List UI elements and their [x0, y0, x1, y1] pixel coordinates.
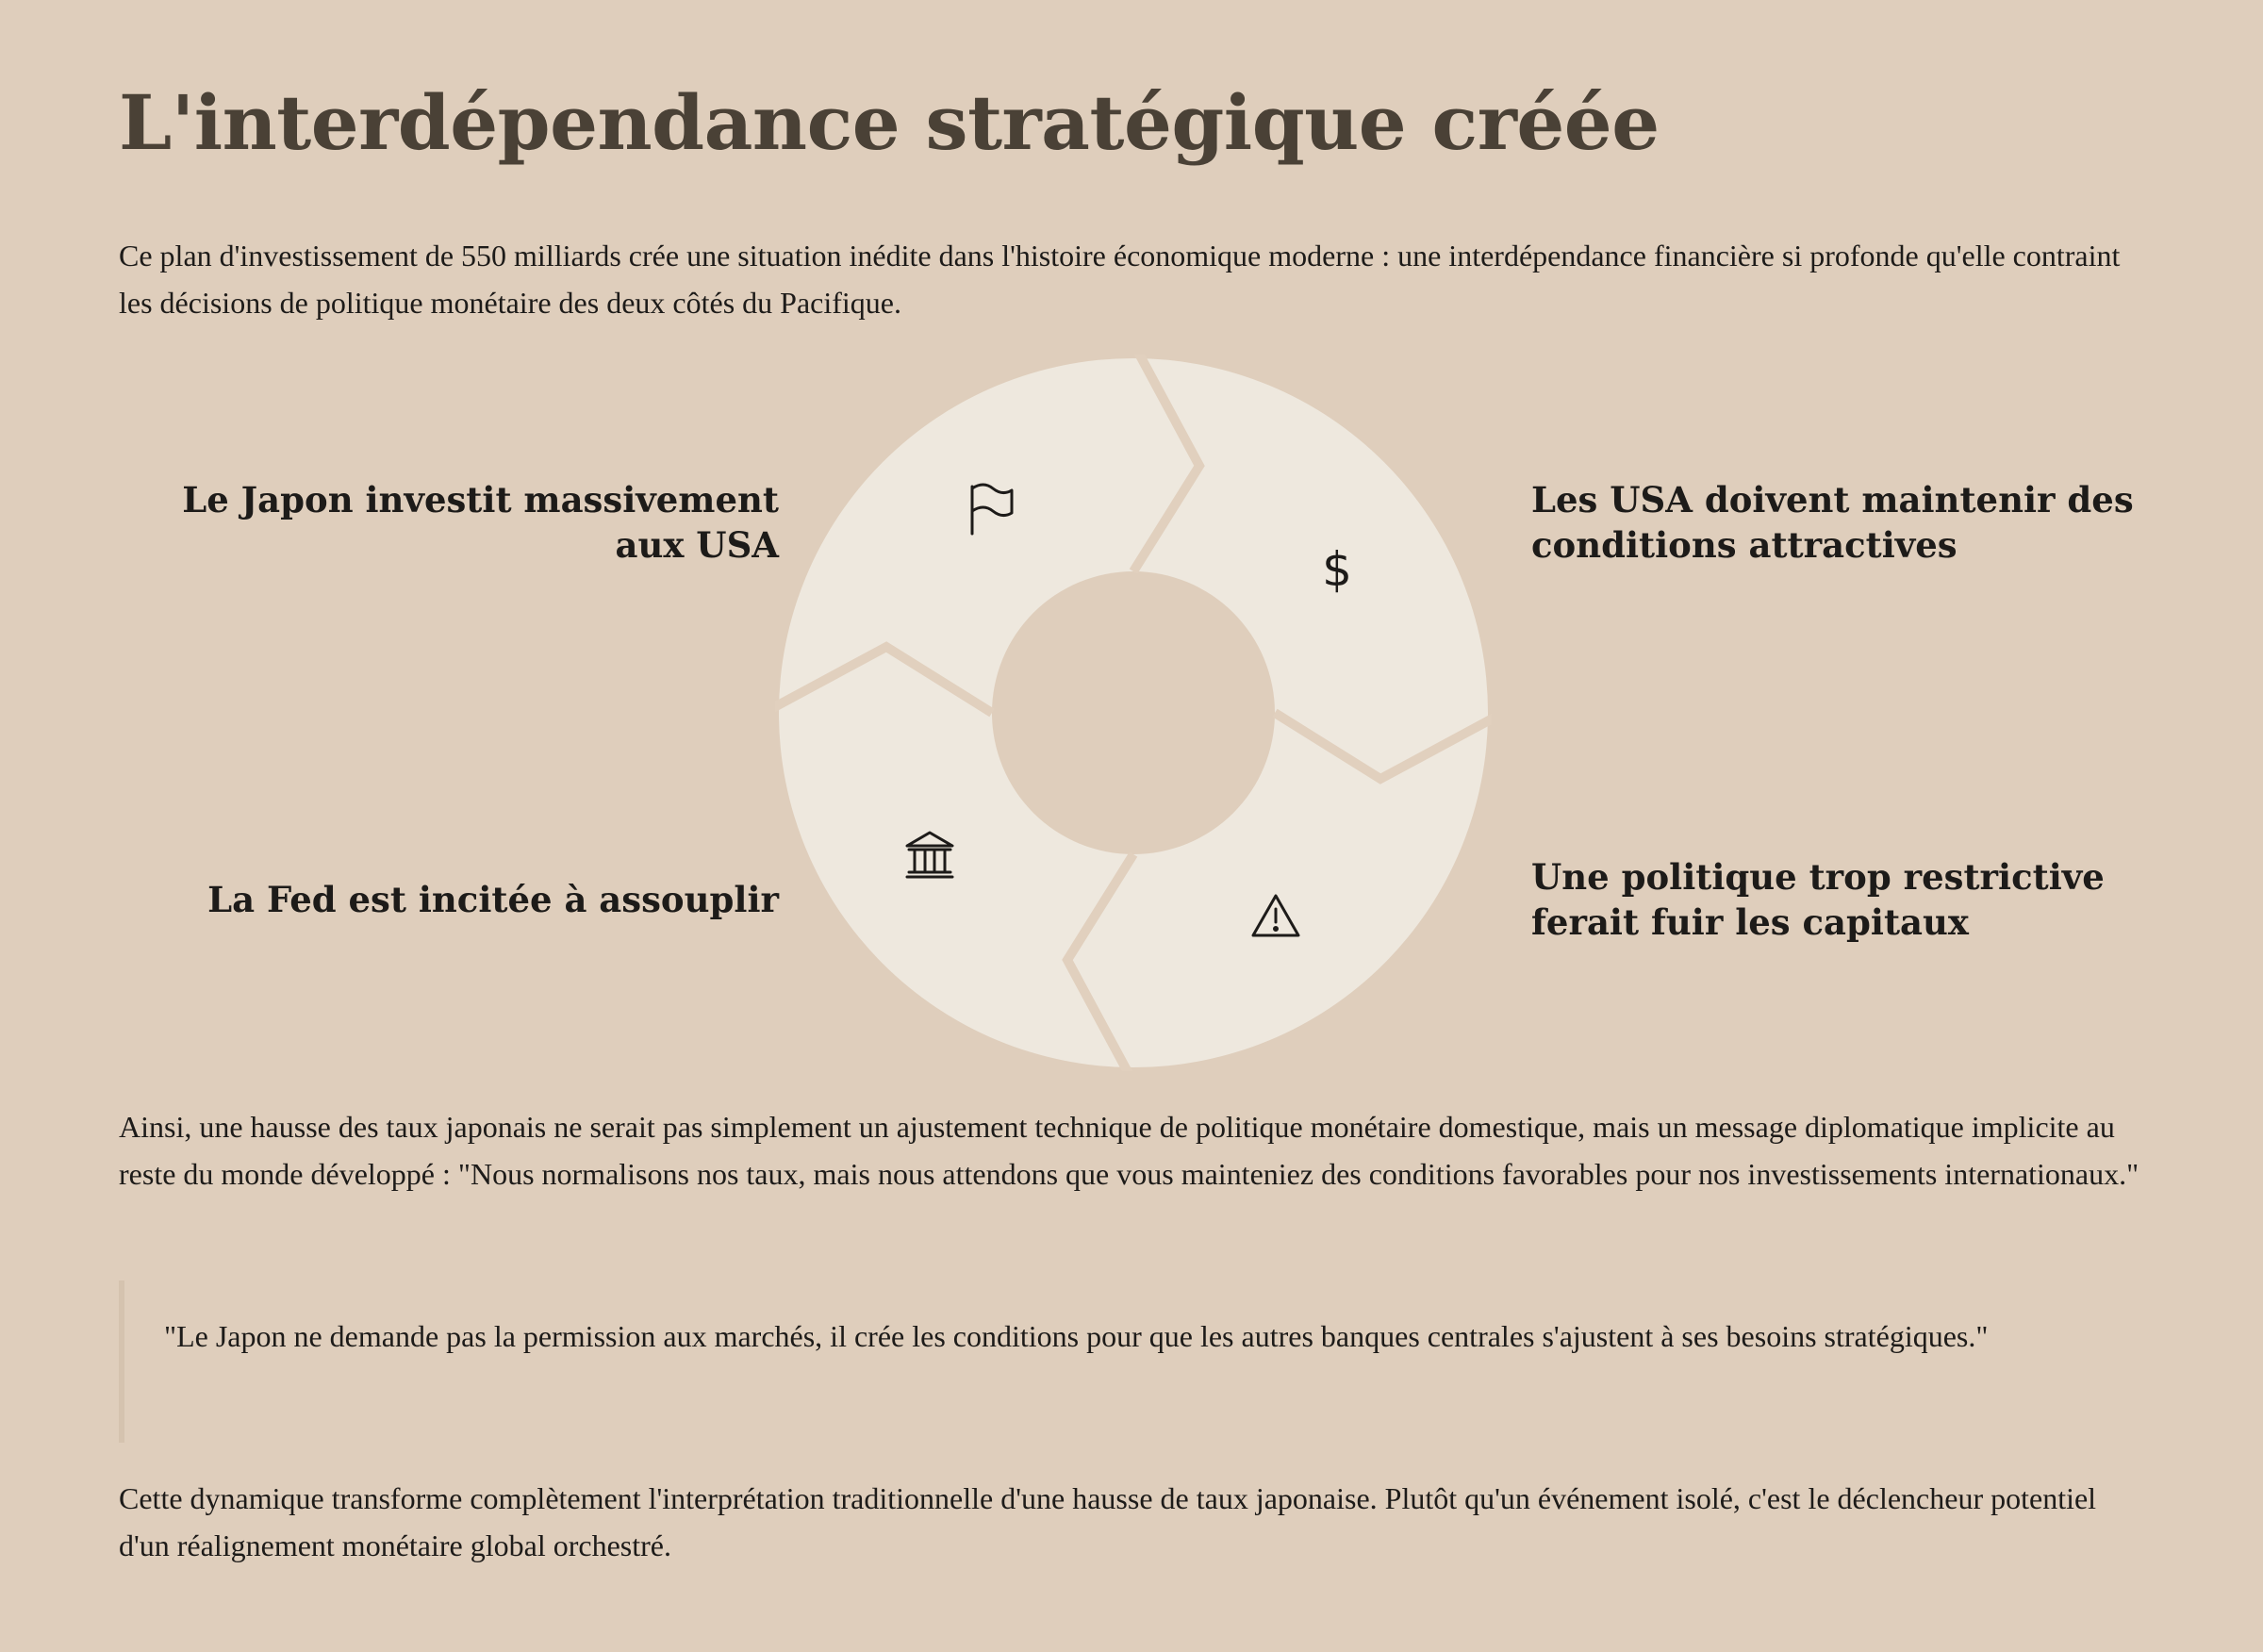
intro-paragraph: Ce plan d'investissement de 550 milliards crée une situation inédite dans l'histoire économique moderne : une interdépendance financière si profonde qu'elle contraint les décisions de politique monétaire des deux côtés du Pacifique.	[119, 239, 2121, 320]
cycle-step-label-usa-attractive: Les USA doivent maintenir des conditions attractives	[1531, 479, 2134, 566]
explanation-paragraph: Ainsi, une hausse des taux japonais ne serait pas simplement un ajustement technique de politique monétaire domestique, mais un message diplomatique implicite au reste du monde développé : "Nous normalisons nos taux, mais nous attendons que vous mainteniez des conditions favorables pour nos investissements internationaux."	[119, 1110, 2139, 1191]
cycle-ring	[775, 355, 1492, 1071]
cycle-step-label-fed-eases: La Fed est incitée à assouplir	[207, 879, 779, 920]
cycle-step-label-capital-flight: Une politique trop restrictive ferait fuir les capitaux	[1531, 856, 2105, 943]
cycle-ring-center	[992, 571, 1275, 854]
blockquote	[119, 1280, 2146, 1443]
article	[119, 0, 2146, 1652]
quote-text: "Le Japon ne demande pas la permission aux marchés, il crée les conditions pour que les autres banques centrales s'ajustent à ses besoins stratégiques."	[164, 1319, 1989, 1353]
svg-text:$: $	[1322, 542, 1352, 597]
dollar-icon	[1322, 542, 1352, 597]
cycle-diagram	[119, 355, 2146, 1081]
conclusion-paragraph: Cette dynamique transforme complètement l'interprétation traditionnelle d'une hausse de taux japonaise. Plutôt qu'un événement isolé, c'est le déclencheur potentiel d'un réalignement monétaire global orchestré.	[119, 1481, 2097, 1562]
cycle-step-label-japan-invests: Le Japon investit massivement aux USA	[182, 479, 779, 566]
page-title: L'interdépendance stratégique créée	[119, 78, 1660, 167]
